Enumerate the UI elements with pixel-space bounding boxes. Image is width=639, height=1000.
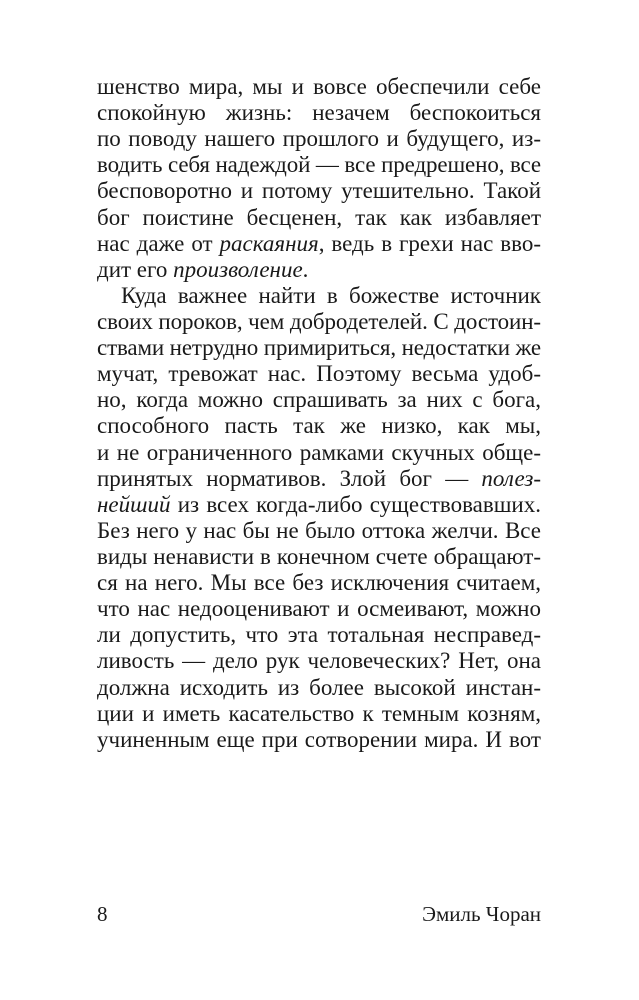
text-line xyxy=(97,100,541,126)
text-segment: ливость — дело рук человеческих? Нет, она xyxy=(97,648,541,674)
text-line xyxy=(97,570,541,596)
page-footer xyxy=(97,902,541,927)
text-line xyxy=(97,544,541,570)
italic-emphasis: нейший xyxy=(97,491,171,517)
italic-emphasis: произволение xyxy=(173,256,303,282)
italic-emphasis: раскаяния xyxy=(219,230,319,256)
text-segment: . xyxy=(302,256,309,282)
text-line xyxy=(97,205,541,231)
text-line xyxy=(97,74,541,100)
text-segment: , ведь в грехи нас вво- xyxy=(318,230,541,256)
text-line xyxy=(97,440,541,466)
text-segment: нас даже от xyxy=(97,230,220,256)
text-segment: по поводу нашего прошлого и будущего, из- xyxy=(97,126,541,152)
text-line xyxy=(97,178,541,204)
text-segment: виды ненависти в конечном счете обращают- xyxy=(97,543,541,569)
text-line xyxy=(97,675,541,701)
text-segment: должна исходить из более высокой инстан- xyxy=(97,674,541,700)
text-line xyxy=(97,126,541,152)
text-line xyxy=(97,283,541,309)
text-segment: бог поистине бесценен, так как избавляет xyxy=(97,204,541,230)
text-segment: принятых нормативов. Злой бог — xyxy=(97,465,482,491)
text-line xyxy=(97,518,541,544)
text-line xyxy=(97,648,541,674)
text-line xyxy=(97,387,541,413)
text-line xyxy=(97,257,541,283)
page-body-text xyxy=(97,74,541,753)
text-line xyxy=(97,335,541,361)
text-line xyxy=(97,231,541,257)
text-line xyxy=(97,492,541,518)
text-segment: водить себя надеждой — все предрешено, все xyxy=(97,152,541,178)
text-line xyxy=(97,309,541,335)
running-footer-author: Эмиль Чоран xyxy=(422,902,541,926)
text-segment: из всех когда-либо существовавших. xyxy=(170,491,541,517)
text-line xyxy=(97,152,541,178)
text-segment: своих пороков, чем добродетелей. С достоин- xyxy=(97,308,541,334)
text-segment: Куда важнее найти в божестве источник xyxy=(121,282,541,308)
text-segment: дит его xyxy=(97,256,174,282)
text-segment: ции и иметь касательство к темным козням, xyxy=(97,700,541,726)
text-segment: мучат, тревожат нас. Поэтому весьма удоб- xyxy=(97,361,541,387)
page-number: 8 xyxy=(97,902,108,926)
text-segment: Без него у нас бы не было оттока желчи. Все xyxy=(97,517,541,543)
text-line xyxy=(97,727,541,753)
text-segment: что нас недооценивают и осмеивают, можно xyxy=(97,596,541,622)
text-segment: способного пасть так же низко, как мы, xyxy=(97,413,541,439)
text-segment: и не ограниченного рамками скучных обще- xyxy=(97,439,541,465)
text-segment: спокойную жизнь: незачем беспокоиться xyxy=(97,100,541,126)
text-segment: учиненным еще при сотворении мира. И вот xyxy=(97,726,541,752)
text-segment: шенство мира, мы и вовсе обеспечили себе xyxy=(97,74,541,99)
text-line xyxy=(97,596,541,622)
text-segment: бесповоротно и потому утешительно. Такой xyxy=(97,178,541,204)
italic-emphasis: полез- xyxy=(481,465,541,491)
text-segment: ли допустить, что эта тотальная несправед- xyxy=(97,622,541,648)
text-line xyxy=(97,466,541,492)
text-line xyxy=(97,622,541,648)
text-line xyxy=(97,413,541,439)
text-line xyxy=(97,361,541,387)
text-line xyxy=(97,701,541,727)
text-segment: но, когда можно спрашивать за них с бога, xyxy=(97,387,541,413)
text-segment: ствами нетрудно примириться, недостатки же xyxy=(97,335,541,361)
text-segment: ся на него. Мы все без исключения считаем, xyxy=(97,570,541,596)
